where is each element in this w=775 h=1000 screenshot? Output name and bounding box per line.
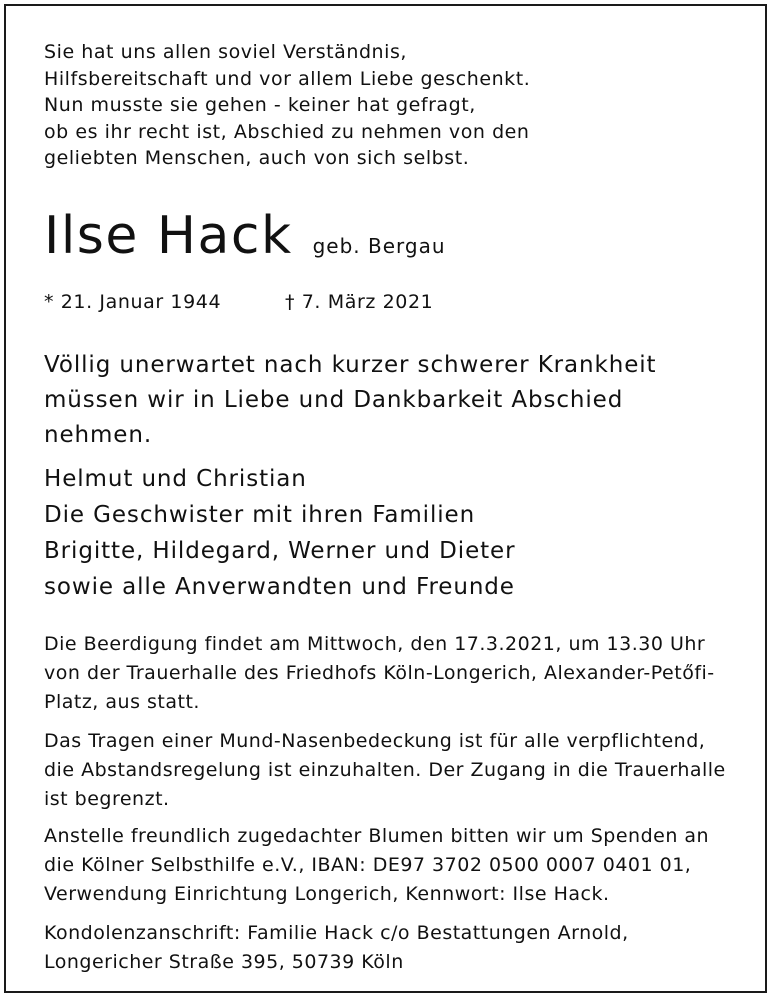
announcement-text <box>44 348 656 453</box>
covid-line: Das Tragen einer Mund-Nasenbedeckung ist für alle verpflichtend, <box>44 730 706 752</box>
deceased-heading <box>44 206 446 268</box>
mourner-line: Helmut und Christian <box>44 466 307 492</box>
donation-line: Verwendung Einrichtung Longerich, Kennwort: Ilse Hack. <box>44 883 610 905</box>
poem-line: Nun musste sie gehen - keiner hat gefragt, <box>44 94 476 116</box>
condolence-address <box>44 919 629 977</box>
mourner-line: sowie alle Anverwandten und Freunde <box>44 574 515 600</box>
funeral-line: Die Beerdigung findet am Mittwoch, den 17.3.2021, um 13.30 Uhr <box>44 633 706 655</box>
covid-line: ist begrenzt. <box>44 788 170 810</box>
maiden-name: geb. Bergau <box>312 234 446 258</box>
mourners-list <box>44 461 515 605</box>
mourner-line: Brigitte, Hildegard, Werner und Dieter <box>44 538 516 564</box>
donation-line: die Kölner Selbsthilfe e.V., IBAN: DE97 3702 0500 0007 0401 01, <box>44 854 692 876</box>
funeral-details <box>44 630 715 717</box>
poem-line: ob es ihr recht ist, Abschied zu nehmen von den <box>44 120 530 143</box>
birth-date: * 21. Januar 1944 <box>44 291 222 313</box>
life-dates <box>44 291 434 313</box>
funeral-line: von der Trauerhalle des Friedhofs Köln-Longerich, Alexander-Petőfi- <box>44 662 715 684</box>
mourner-line: Die Geschwister mit ihren Familien <box>44 502 476 528</box>
covid-line: die Abstandsregelung ist einzuhalten. Der Zugang in die Trauerhalle <box>44 759 726 781</box>
covid-notice <box>44 727 726 814</box>
announcement-line: müssen wir in Liebe und Dankbarkeit Abschied <box>44 387 624 413</box>
poem-line: Hilfsbereitschaft und vor allem Liebe geschenkt. <box>44 67 531 90</box>
condolence-line: Kondolenzanschrift: Familie Hack c/o Bestattungen Arnold, <box>44 922 629 944</box>
funeral-line: Platz, aus statt. <box>44 691 200 713</box>
announcement-line: nehmen. <box>44 422 153 448</box>
donation-line: Anstelle freundlich zugedachter Blumen bitten wir um Spenden an <box>44 825 710 847</box>
memorial-poem <box>44 39 530 172</box>
condolence-line: Longericher Straße 395, 50739 Köln <box>44 951 404 973</box>
donation-request <box>44 822 709 909</box>
death-date: † 7. März 2021 <box>285 291 434 313</box>
deceased-name: Ilse Hack <box>44 206 293 266</box>
poem-line: geliebten Menschen, auch von sich selbst. <box>44 147 470 169</box>
poem-line: Sie hat uns allen soviel Verständnis, <box>44 41 408 63</box>
announcement-line: Völlig unerwartet nach kurzer schwerer Krankheit <box>44 352 657 378</box>
